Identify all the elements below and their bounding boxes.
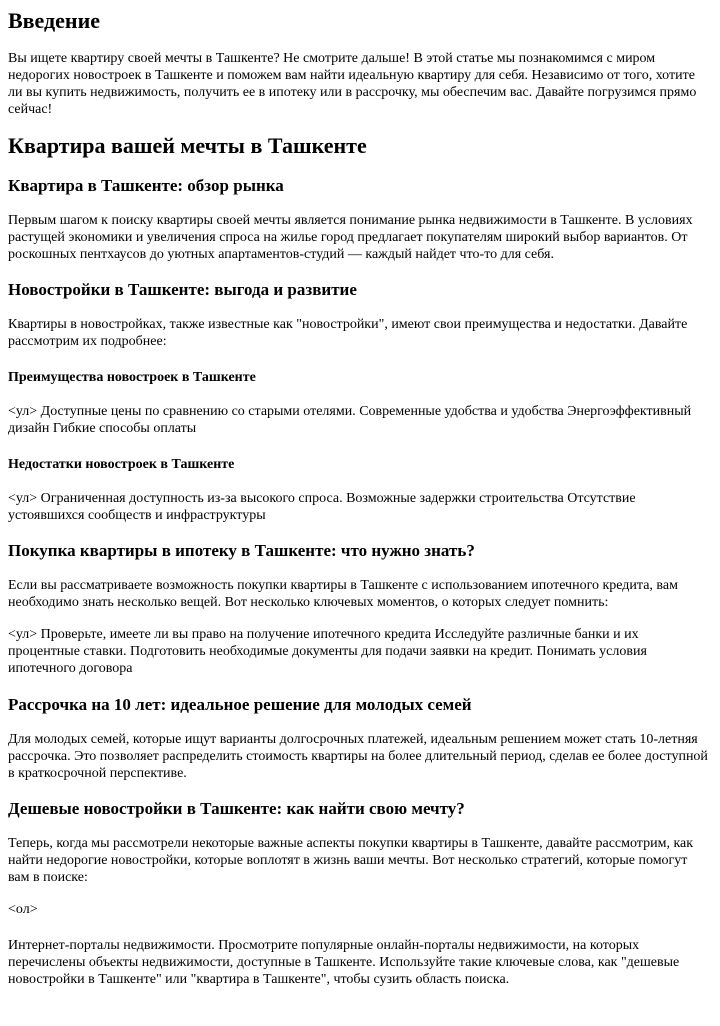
heading-market-overview: Квартира в Ташкенте: обзор рынка bbox=[8, 176, 284, 195]
paragraph-intro: Вы ищете квартиру своей мечты в Ташкенте? Не смотрите дальше! В этой статье мы познакомимся с миром недорогих новостроек в Ташкенте и поможем вам найти идеальную квартиру для себя. Независимо от того, хотите ли вы купить недвижимость, получить ее в ипотеку или в рассрочку, мы обеспечим вас. Давайте погрузимся прямо сейчас! bbox=[8, 51, 697, 117]
heading-installment: Рассрочка на 10 лет: идеальное решение для молодых семей bbox=[8, 695, 472, 714]
heading-dream-apartment: Квартира вашей мечты в Ташкенте bbox=[8, 133, 367, 158]
heading-mortgage: Покупка квартиры в ипотеку в Ташкенте: что нужно знать? bbox=[8, 541, 475, 560]
paragraph-new-buildings: Квартиры в новостройках, также известные как "новостройки", имеют свои преимущества и недостатки. Давайте рассмотрим их подробнее: bbox=[8, 317, 688, 349]
paragraph-market-overview: Первым шагом к поиску квартиры своей мечты является понимание рынка недвижимости в Ташкенте. В условиях растущей экономики и увеличения спроса на жилье город предлагает покупателям широкий выбор вариантов. От роскошных пентхаусов до уютных апартаментов-студий — каждый найдет что-то для себя. bbox=[8, 213, 693, 262]
paragraph-advantages: <ул> Доступные цены по сравнению со старыми отелями. Современные удобства и удобства Энергоэффективный дизайн Гибкие способы оплаты bbox=[8, 404, 692, 436]
article bbox=[0, 8, 712, 988]
heading-disadvantages: Недостатки новостроек в Ташкенте bbox=[8, 457, 235, 472]
heading-cheap-new-buildings: Дешевые новостройки в Ташкенте: как найти свою мечту? bbox=[8, 799, 465, 818]
heading-new-buildings: Новостройки в Ташкенте: выгода и развитие bbox=[8, 280, 357, 299]
paragraph-disadvantages: <ул> Ограниченная доступность из-за высокого спроса. Возможные задержки строительства Отсутствие устоявшихся сообществ и инфраструктуры bbox=[8, 491, 636, 523]
paragraph-installment: Для молодых семей, которые ищут варианты долгосрочных платежей, идеальным решением может стать 10-летняя рассрочка. Это позволяет распределить стоимость квартиры на более длительный период, сделав ее более доступной в краткосрочной перспективе. bbox=[8, 732, 708, 781]
paragraph-mortgage-intro: Если вы рассматриваете возможность покупки квартиры в Ташкенте с использованием ипотечного кредита, вам необходимо знать несколько вещей. Вот несколько ключевых моментов, о которых следует помнить: bbox=[8, 578, 678, 610]
paragraph-cheap-portals: Интернет-порталы недвижимости. Просмотрите популярные онлайн-порталы недвижимости, на которых перечислены объекты недвижимости, доступные в Ташкенте. Используйте такие ключевые слова, как "дешевые новостройки в Ташкенте" или "квартира в Ташкенте", чтобы сузить область поиска. bbox=[8, 938, 680, 987]
paragraph-cheap-intro: Теперь, когда мы рассмотрели некоторые важные аспекты покупки квартиры в Ташкенте, давайте рассмотрим, как найти недорогие новостройки, которые воплотят в жизнь ваши мечты. Вот несколько стратегий, которые помогут вам в поиске: bbox=[8, 836, 694, 885]
heading-intro: Введение bbox=[8, 8, 101, 33]
paragraph-cheap-list-marker: <ол> bbox=[8, 902, 38, 917]
heading-advantages: Преимущества новостроек в Ташкенте bbox=[8, 370, 256, 385]
paragraph-mortgage-list: <ул> Проверьте, имеете ли вы право на получение ипотечного кредита Исследуйте различные банки и их процентные ставки. Подготовить необходимые документы для подачи заявки на кредит. Понимать условия ипотечного договора bbox=[8, 627, 647, 676]
